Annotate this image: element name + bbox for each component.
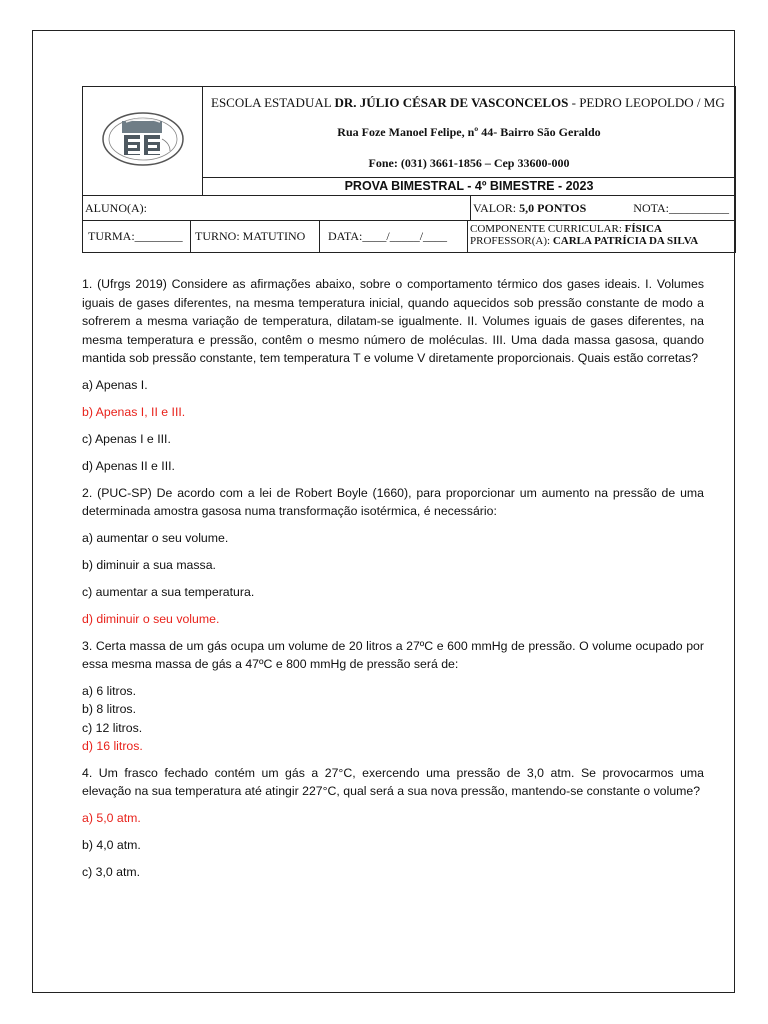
student-name-field[interactable]: ALUNO(A): xyxy=(83,196,471,220)
question-1-option-b: b) Apenas I, II e III. xyxy=(82,404,186,419)
school-address: Rua Foze Manoel Felipe, nº 44- Bairro São Geraldo xyxy=(337,125,601,139)
question-4-option-a: a) 5,0 atm. xyxy=(82,810,141,825)
component-label: COMPONENTE CURRICULAR: xyxy=(470,223,625,235)
question-2-option-c: c) aumentar a sua temperatura. xyxy=(82,584,255,599)
header-info-row xyxy=(83,221,735,252)
question-4-option-b: b) 4,0 atm. xyxy=(82,837,141,852)
school-logo-icon xyxy=(100,109,186,169)
professor-label: PROFESSOR(A): xyxy=(470,235,553,247)
school-info-cell xyxy=(203,87,735,195)
question-3-option-c: c) 12 litros. xyxy=(82,720,143,735)
question-3-text: 3. Certa massa de um gás ocupa um volume de 20 litros a 27ºC e 600 mmHg de pressão. O volume ocupado por essa mesma massa de gás a 47ºC e 800 mmHg de pressão será de: xyxy=(82,638,704,671)
question-4-text: 4. Um frasco fechado contém um gás a 27°C, exercendo uma pressão de 3,0 atm. Se provocarmos uma elevação na sua temperatura até atingir 227°C, qual será a sua nova pressão, mantendo-se constante o volume? xyxy=(82,765,704,798)
question-2-option-b: b) diminuir a sua massa. xyxy=(82,557,216,572)
exam-header xyxy=(82,86,736,253)
school-phone: Fone: (031) 3661-1856 – Cep 33600-000 xyxy=(368,156,570,170)
header-top-row xyxy=(83,87,735,196)
component-value: FÍSICA xyxy=(624,223,662,235)
professor-value: CARLA PATRÍCIA DA SILVA xyxy=(552,235,699,247)
question-1-text: 1. (Ufrgs 2019) Considere as afirmações abaixo, sobre o comportamento térmico dos gases ideais. I. Volumes iguais de gases diferentes, na mesma temperatura inicial, quando aquecidos sob pressão constante de modo a sofrerem a mesma variação de temperatura, dilatam-se igualmente. II. Volumes iguais de gases diferentes, na mesma temperatura e pressão, contêm o mesmo número de moléculas. III. Uma dada massa gasosa, quando mantida sob pressão constante, tem temperatura T e volume V diretamente proporcionais. Quais estão corretas? xyxy=(82,277,704,365)
turma-field[interactable]: TURMA:________ xyxy=(83,221,191,252)
question-2-option-d: d) diminuir o seu volume. xyxy=(82,611,220,626)
school-city: - PEDRO LEOPOLDO / MG xyxy=(568,95,725,110)
valor-field xyxy=(473,196,586,220)
valor-cell xyxy=(471,196,735,220)
component-cell xyxy=(468,221,735,252)
valor-label: VALOR: xyxy=(473,201,520,215)
question-3-option-b: b) 8 litros. xyxy=(82,702,136,716)
question-3-options xyxy=(82,682,704,756)
question-1-option-c: c) Apenas I e III. xyxy=(82,431,171,446)
valor-value: 5,0 PONTOS xyxy=(519,201,587,215)
school-name: DR. JÚLIO CÉSAR DE VASCONCELOS xyxy=(334,95,569,110)
question-4-option-c: c) 3,0 atm. xyxy=(82,864,141,879)
component-line xyxy=(470,223,735,235)
header-student-row xyxy=(83,196,735,221)
question-3-option-a: a) 6 litros. xyxy=(82,683,136,698)
question-1-option-a: a) Apenas I. xyxy=(82,377,148,392)
logo-cell xyxy=(83,87,203,195)
questions-section xyxy=(82,275,704,890)
nota-field[interactable]: NOTA:__________ xyxy=(633,201,729,215)
professor-line xyxy=(470,235,735,247)
school-name-line xyxy=(211,95,725,111)
question-1-option-d: d) Apenas II e III. xyxy=(82,458,175,473)
turno-field: TURNO: MATUTINO xyxy=(191,221,320,252)
question-2-option-a: a) aumentar o seu volume. xyxy=(82,530,229,545)
exam-title: PROVA BIMESTRAL - 4º BIMESTRE - 2023 xyxy=(203,177,735,195)
question-3-option-d: d) 16 litros. xyxy=(82,739,143,753)
date-field[interactable]: DATA:____/_____/____ xyxy=(320,221,468,252)
question-2-text: 2. (PUC-SP) De acordo com a lei de Robert Boyle (1660), para proporcionar um aumento na pressão de uma determinada amostra gasosa numa transformação isotérmica, é necessário: xyxy=(82,485,704,518)
school-prefix: ESCOLA ESTADUAL xyxy=(211,95,335,110)
